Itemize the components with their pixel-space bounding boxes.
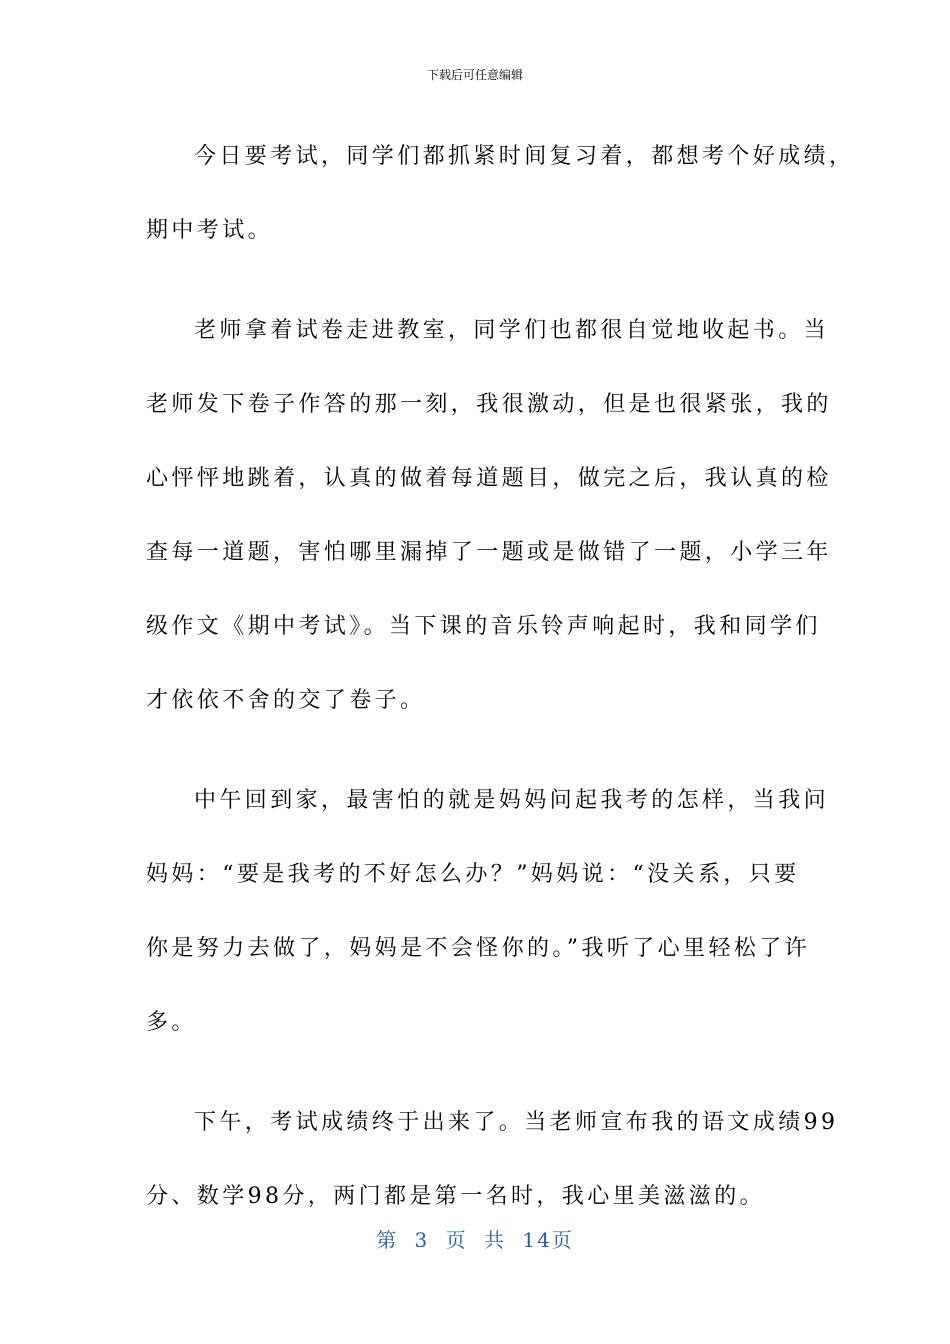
paragraph-line: 老师发下卷子作答的那一刻，我很激动，但是也很紧张，我的 (146, 392, 832, 417)
paragraph-2 (146, 294, 832, 738)
footer-current-page: 3 (414, 1228, 430, 1252)
paragraph-line: 下午，考试成绩终于出来了。当老师宣布我的语文成绩99 (194, 1110, 839, 1135)
paragraph-line: 妈妈：“要是我考的不好怎么办？”妈妈说：“没关系，只要 (146, 862, 800, 887)
footer-label-page-unit: 页 (445, 1228, 468, 1252)
paragraph-line: 你是努力去做了，妈妈是不会怪你的。”我听了心里轻松了许 (146, 936, 811, 961)
footer-label-page: 第 (376, 1228, 399, 1252)
paragraph-line: 才依依不舍的交了卷子。 (146, 688, 426, 713)
paragraph-4 (146, 1086, 839, 1234)
paragraph-line: 心怦怦地跳着，认真的做着每道题目，做完之后，我认真的检 (146, 466, 832, 491)
paragraph-line: 级作文《期中考试》。当下课的音乐铃声响起时，我和同学们 (146, 614, 821, 639)
article-body (146, 120, 855, 1260)
header-note: 下载后可任意编辑 (426, 68, 523, 82)
page-number-footer (0, 1226, 950, 1254)
paragraph-line: 多。 (146, 1010, 197, 1035)
paragraph-line: 分、数学98分，两门都是第一名时，我心里美滋滋的。 (146, 1184, 765, 1209)
paragraph-line: 期中考试。 (146, 218, 274, 243)
paragraph-line: 老师拿着试卷走进教室，同学们也都很自觉地收起书。当 (194, 318, 830, 343)
footer-label-total: 共 (484, 1228, 506, 1252)
paragraph-line: 中午回到家，最害怕的就是妈妈问起我考的怎样，当我问 (194, 788, 830, 813)
footer-total-pages: 14页 (522, 1228, 574, 1252)
paragraph-line: 今日要考试，同学们都抓紧时间复习着，都想考个好成绩， (194, 144, 855, 169)
paragraph-3 (146, 764, 830, 1060)
paragraph-line: 查每一道题，害怕哪里漏掉了一题或是做错了一题，小学三年 (146, 540, 832, 565)
paragraph-1 (146, 120, 855, 268)
